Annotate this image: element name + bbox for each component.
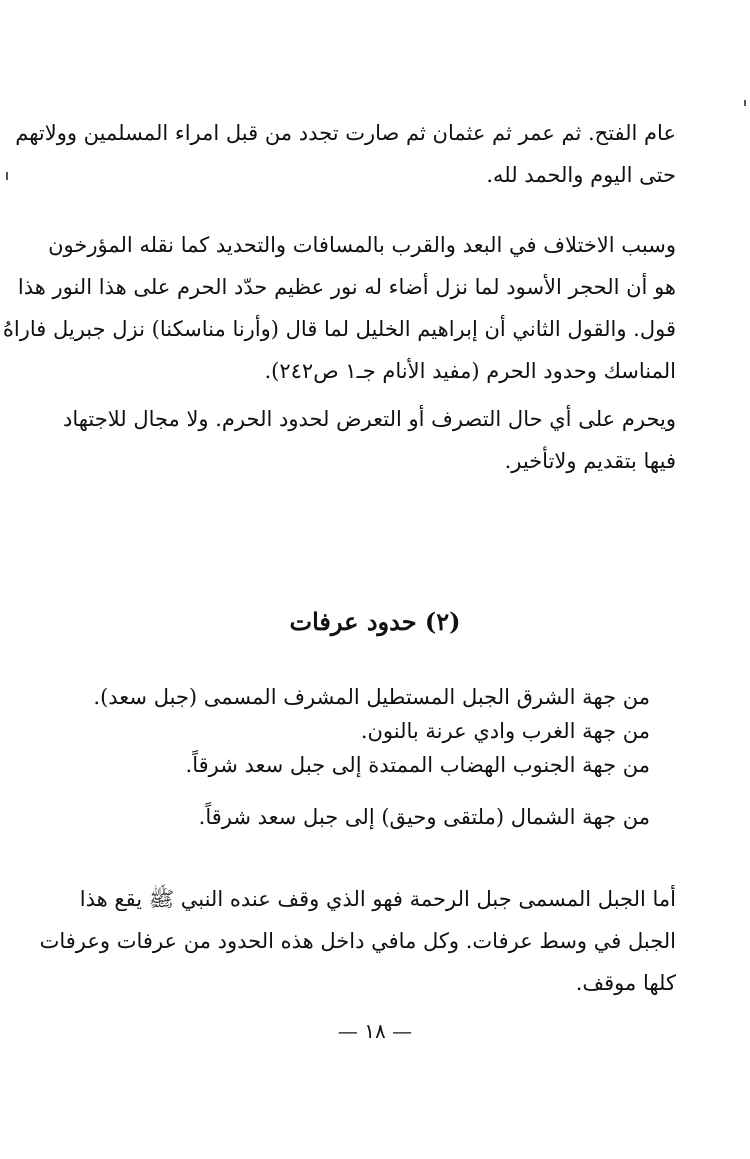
paragraph-difference-reason [2,224,676,392]
text-line: عام الفتح. ثم عمر ثم عثمان ثم صارت تجدد من قبل امراء المسلمين وولاتهم [15,121,676,145]
text-line: كلها موقف. [575,971,676,995]
text-line: الجبل في وسط عرفات. وكل مافي داخل هذه الحدود من عرفات وعرفات [39,929,676,953]
paragraph-prohibition [62,398,676,482]
text-line: حتى اليوم والحمد لله. [486,163,676,187]
text-line: أما الجبل المسمى جبل الرحمة فهو الذي وقف عنده النبي ﷺ يقع هذا [79,887,676,911]
page-edge-mark [744,100,746,106]
page-edge-mark [6,172,8,180]
text-line: وسبب الاختلاف في البعد والقرب بالمسافات والتحديد كما نقله المؤرخون [48,233,676,257]
boundary-west: من جهة الغرب وادي عرنة بالنون. [360,719,650,743]
section-heading-arafat-bounds: (٢) حدود عرفات [289,607,461,636]
text-line: ويحرم على أي حال التصرف أو التعرض لحدود الحرم. ولا مجال للاجتهاد [62,407,676,431]
boundary-east: من جهة الشرق الجبل المستطيل المشرف المسمى (جبل سعد). [93,685,650,709]
arafat-boundaries-list [90,680,650,834]
paragraph-conquest-renewal [15,112,676,196]
text-line: فيها بتقديم ولاتأخير. [504,449,676,473]
text-line: هو أن الحجر الأسود لما نزل أضاء له نور عظيم حدّد الحرم على هذا النور هذا [17,275,676,299]
text-line: المناسك وحدود الحرم (مفيد الأنام جـ١ ص٢٤٢). [264,359,676,383]
paragraph-mount-rahma [39,878,676,1004]
page-number: — ١٨ — [337,1019,413,1043]
boundary-north: من جهة الشمال (ملتقى وحيق) إلى جبل سعد شرقاً. [198,805,650,829]
boundary-south: من جهة الجنوب الهضاب الممتدة إلى جبل سعد شرقاً. [185,753,650,777]
text-line: قول. والقول الثاني أن إبراهيم الخليل لما قال (وأرنا مناسكنا) نزل جبريل فاراهُ [2,317,676,341]
